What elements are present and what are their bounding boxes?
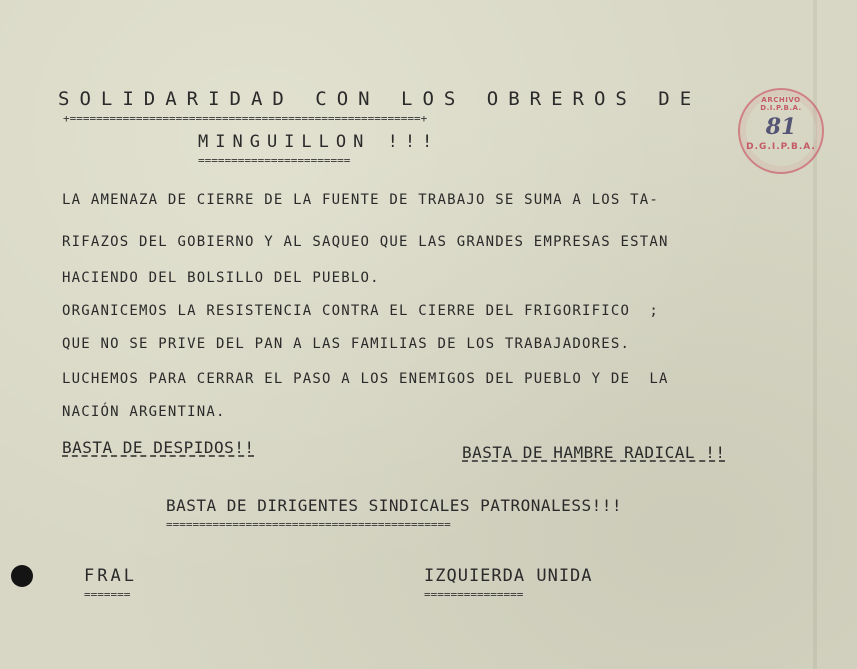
punch-hole	[11, 565, 33, 587]
title-line-2: MINGUILLON !!!	[198, 132, 440, 152]
signature-fral-rule: =======	[84, 588, 131, 601]
slogan-right: BASTA DE HAMBRE RADICAL !!	[462, 443, 726, 462]
body-line-4: ORGANICEMOS LA RESISTENCIA CONTRA EL CIERRE DEL FRIGORIFICO ;	[62, 303, 659, 319]
body-line-3: HACIENDO DEL BOLSILLO DEL PUEBLO.	[62, 270, 380, 286]
body-line-1: LA AMENAZA DE CIERRE DE LA FUENTE DE TRABAJO SE SUMA A LOS TA-	[62, 192, 659, 208]
stamp-bottom-text: D.G.I.P.B.A.	[746, 142, 816, 152]
signature-izquierda-unida-rule: ===============	[424, 588, 524, 601]
body-line-2: RIFAZOS DEL GOBIERNO Y AL SAQUEO QUE LAS GRANDES EMPRESAS ESTAN	[62, 234, 669, 250]
body-line-6: LUCHEMOS PARA CERRAR EL PASO A LOS ENEMIGOS DEL PUEBLO Y DE LA	[62, 371, 669, 387]
title-line-2-rule: =======================	[198, 154, 351, 167]
title-line-1: SOLIDARIDAD CON LOS OBREROS DE	[58, 88, 702, 110]
signature-fral: FRAL	[84, 566, 137, 586]
slogan-center-rule: ===========================================	[166, 518, 451, 531]
signature-izquierda-unida: IZQUIERDA UNIDA	[424, 566, 593, 586]
body-line-7: NACIÓN ARGENTINA.	[62, 404, 226, 420]
slogan-left: BASTA DE DESPIDOS!!	[62, 438, 255, 457]
stamp-ring-text: ARCHIVO D.I.P.B.A.	[760, 96, 802, 112]
title-line-1-rule: +=====================================================+	[63, 112, 428, 125]
body-line-5: QUE NO SE PRIVE DEL PAN A LAS FAMILIAS DE LOS TRABAJADORES.	[62, 336, 631, 352]
stamp-number: 81	[765, 114, 797, 140]
archive-stamp	[738, 88, 824, 174]
slogan-center: BASTA DE DIRIGENTES SINDICALES PATRONALESS!!!	[166, 496, 622, 515]
